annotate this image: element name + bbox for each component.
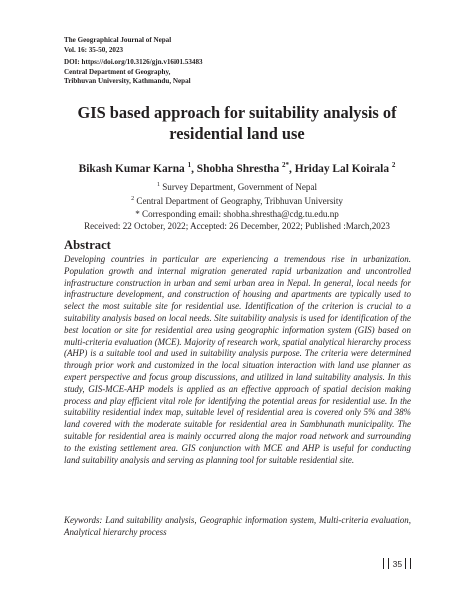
journal-department: Central Department of Geography,: [64, 67, 171, 76]
affiliation-2-mark: 2: [131, 196, 135, 203]
paper-title: [0, 102, 474, 144]
page-number-divider: [388, 558, 389, 569]
journal-volume: Vol. 16: 35-50, 2023: [64, 45, 124, 54]
page-number-divider: [405, 558, 406, 569]
author-name: Bikash Kumar Karna: [78, 162, 188, 175]
page-number: [383, 558, 412, 569]
author-separator: ,: [289, 162, 295, 175]
author-affiliation-mark: 2: [391, 161, 396, 169]
affiliation-2-text: Central Department of Geography, Tribhuvan University: [134, 196, 343, 207]
author-name: Shobha Shrestha: [196, 162, 283, 175]
affiliation-1-mark: 1: [156, 182, 160, 188]
journal-university: Tribhuvan University, Kathmandu, Nepal: [64, 77, 191, 86]
author-separator: ,: [191, 162, 197, 175]
author-affiliation-mark: 1: [187, 161, 192, 169]
author-list: [0, 161, 474, 175]
doi-link[interactable]: DOI: https://doi.org/10.3126/gjn.v16i01.53483: [64, 58, 203, 67]
journal-name: The Geographical Journal of Nepal: [64, 36, 172, 44]
page-number-divider: [410, 558, 411, 569]
abstract-heading: Abstract: [64, 238, 111, 252]
affiliation-2: [0, 193, 474, 207]
affiliation-1-text: Survey Department, Government of Nepal: [159, 182, 318, 193]
journal-header: [64, 36, 203, 87]
page-number-divider: [383, 558, 384, 569]
title-line-2: residential land use: [169, 124, 305, 143]
author-name: Hriday Lal Koirala: [294, 162, 392, 175]
title-line-1: GIS based approach for suitability analysis of: [77, 103, 397, 122]
corresponding-email: * Corresponding email: shobha.shrestha@cdg.tu.edu.np: [135, 208, 339, 219]
keywords: Keywords: Land suitability analysis, Geographic information system, Multi-criteria evaluation, Analytical hierarchy process: [64, 515, 411, 537]
publication-dates: Received: 22 October, 2022; Accepted: 26 December, 2022; Published :March,2023: [84, 221, 390, 232]
affiliations: [0, 179, 474, 233]
affiliation-1: [0, 179, 474, 193]
abstract-text: Developing countries in particular are experiencing a tremendous rise in urbanization. Population growth and internal migration generated rapid urbanization and uncontrolled infrastructure construction in urban and semi urban area in Nepal. In general, local needs for infrastructure development, and construction of housing and apartments are typically used to select the most suitable site for residential use. Identification of the criterion is crucial to a suitability analysis based on local needs. Site suitability analysis is used for identification of the best location or site for residential area using geographic information system (GIS) based on multi-criteria evaluation (MCE). Majority of research work, spatial analytical hierarchy process (AHP) is a suitable tool and used in suitability analysis purpose. The criteria were determined through prior work and customized in the local situation interaction with land use planner as expert perspective and focus group discussions, and utilized in land suitability analysis. In this study, GIS-MCE-AHP models is applied as an effective approach of spatial decision making process and play efficient vital role for identifying the potential areas for residential use. In the suitability residential index map, suitable level of residential area is covered only 5% and 38% land covered with the moderate suitable for residential area in Sambhunath municipality. The suitable for residential area is mainly occurred along the major road network and surrounding to the existing settlement area. GIS conjunction with MCE and AHP is useful for conducting land suitability analysis and serving as planning tool for suitable residential site.: [64, 254, 411, 465]
author-affiliation-mark: 2*: [282, 161, 290, 169]
page-number-text: 35: [392, 558, 403, 569]
